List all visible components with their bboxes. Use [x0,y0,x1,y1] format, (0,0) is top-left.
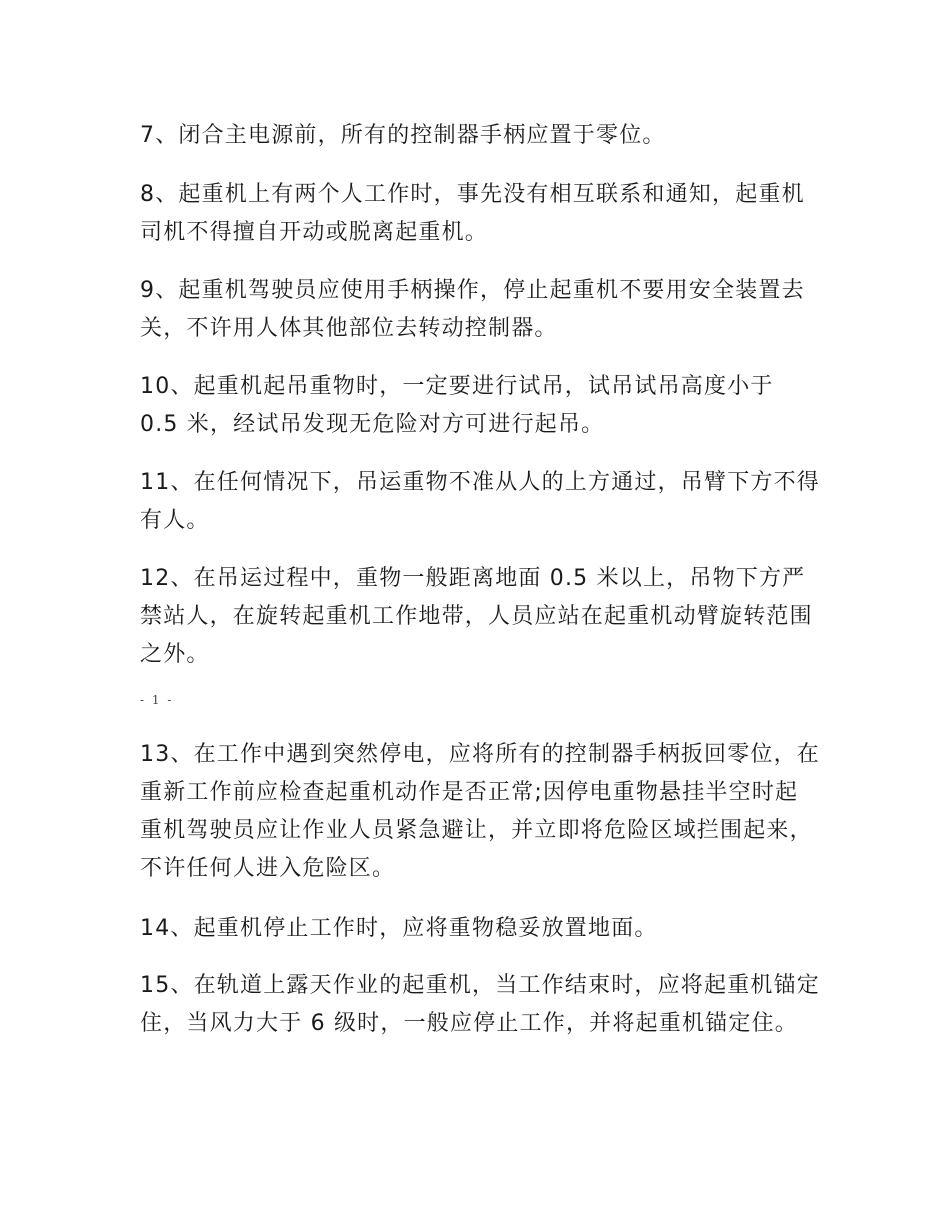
paragraph-15: 15、在轨道上露天作业的起重机，当工作结束时，应将起重机锚定住，当风力大于 6 级时，一般应停止工作，并将起重机锚定住。 [140,973,820,1036]
paragraph-10: 10、起重机起吊重物时，一定要进行试吊，试吊试吊高度小于 0.5 米，经试吊发现无危险对方可进行起吊。 [140,374,774,437]
paragraph-11: 11、在任何情况下，吊运重物不准从人的上方通过，吊臂下方不得有人。 [140,470,820,533]
paragraph-13: 13、在工作中遇到突然停电，应将所有的控制器手柄扳回零位，在重新工作前应检查起重机动作是否正常;因停电重物悬挂半空时起重机驾驶员应让作业人员紧急避让，并立即将危险区域拦围起来，不许任何人进入危险区。 [140,742,820,881]
page-number: - 1 - [140,693,174,707]
paragraph-9: 9、起重机驾驶员应使用手柄操作，停止起重机不要用安全装置去关，不许用人体其他部位去转动控制器。 [140,278,805,341]
paragraph-7: 7、闭合主电源前，所有的控制器手柄应置于零位。 [140,123,666,148]
paragraph-8: 8、起重机上有两个人工作时，事先没有相互联系和通知，起重机司机不得擅自开动或脱离起重机。 [140,182,805,245]
paragraph-14: 14、起重机停止工作时，应将重物稳妥放置地面。 [140,916,658,941]
paragraph-12: 12、在吊运过程中，重物一般距离地面 0.5 米以上，吊物下方严禁站人，在旋转起重机工作地带，人员应站在起重机动臂旋转范围之外。 [140,566,813,667]
